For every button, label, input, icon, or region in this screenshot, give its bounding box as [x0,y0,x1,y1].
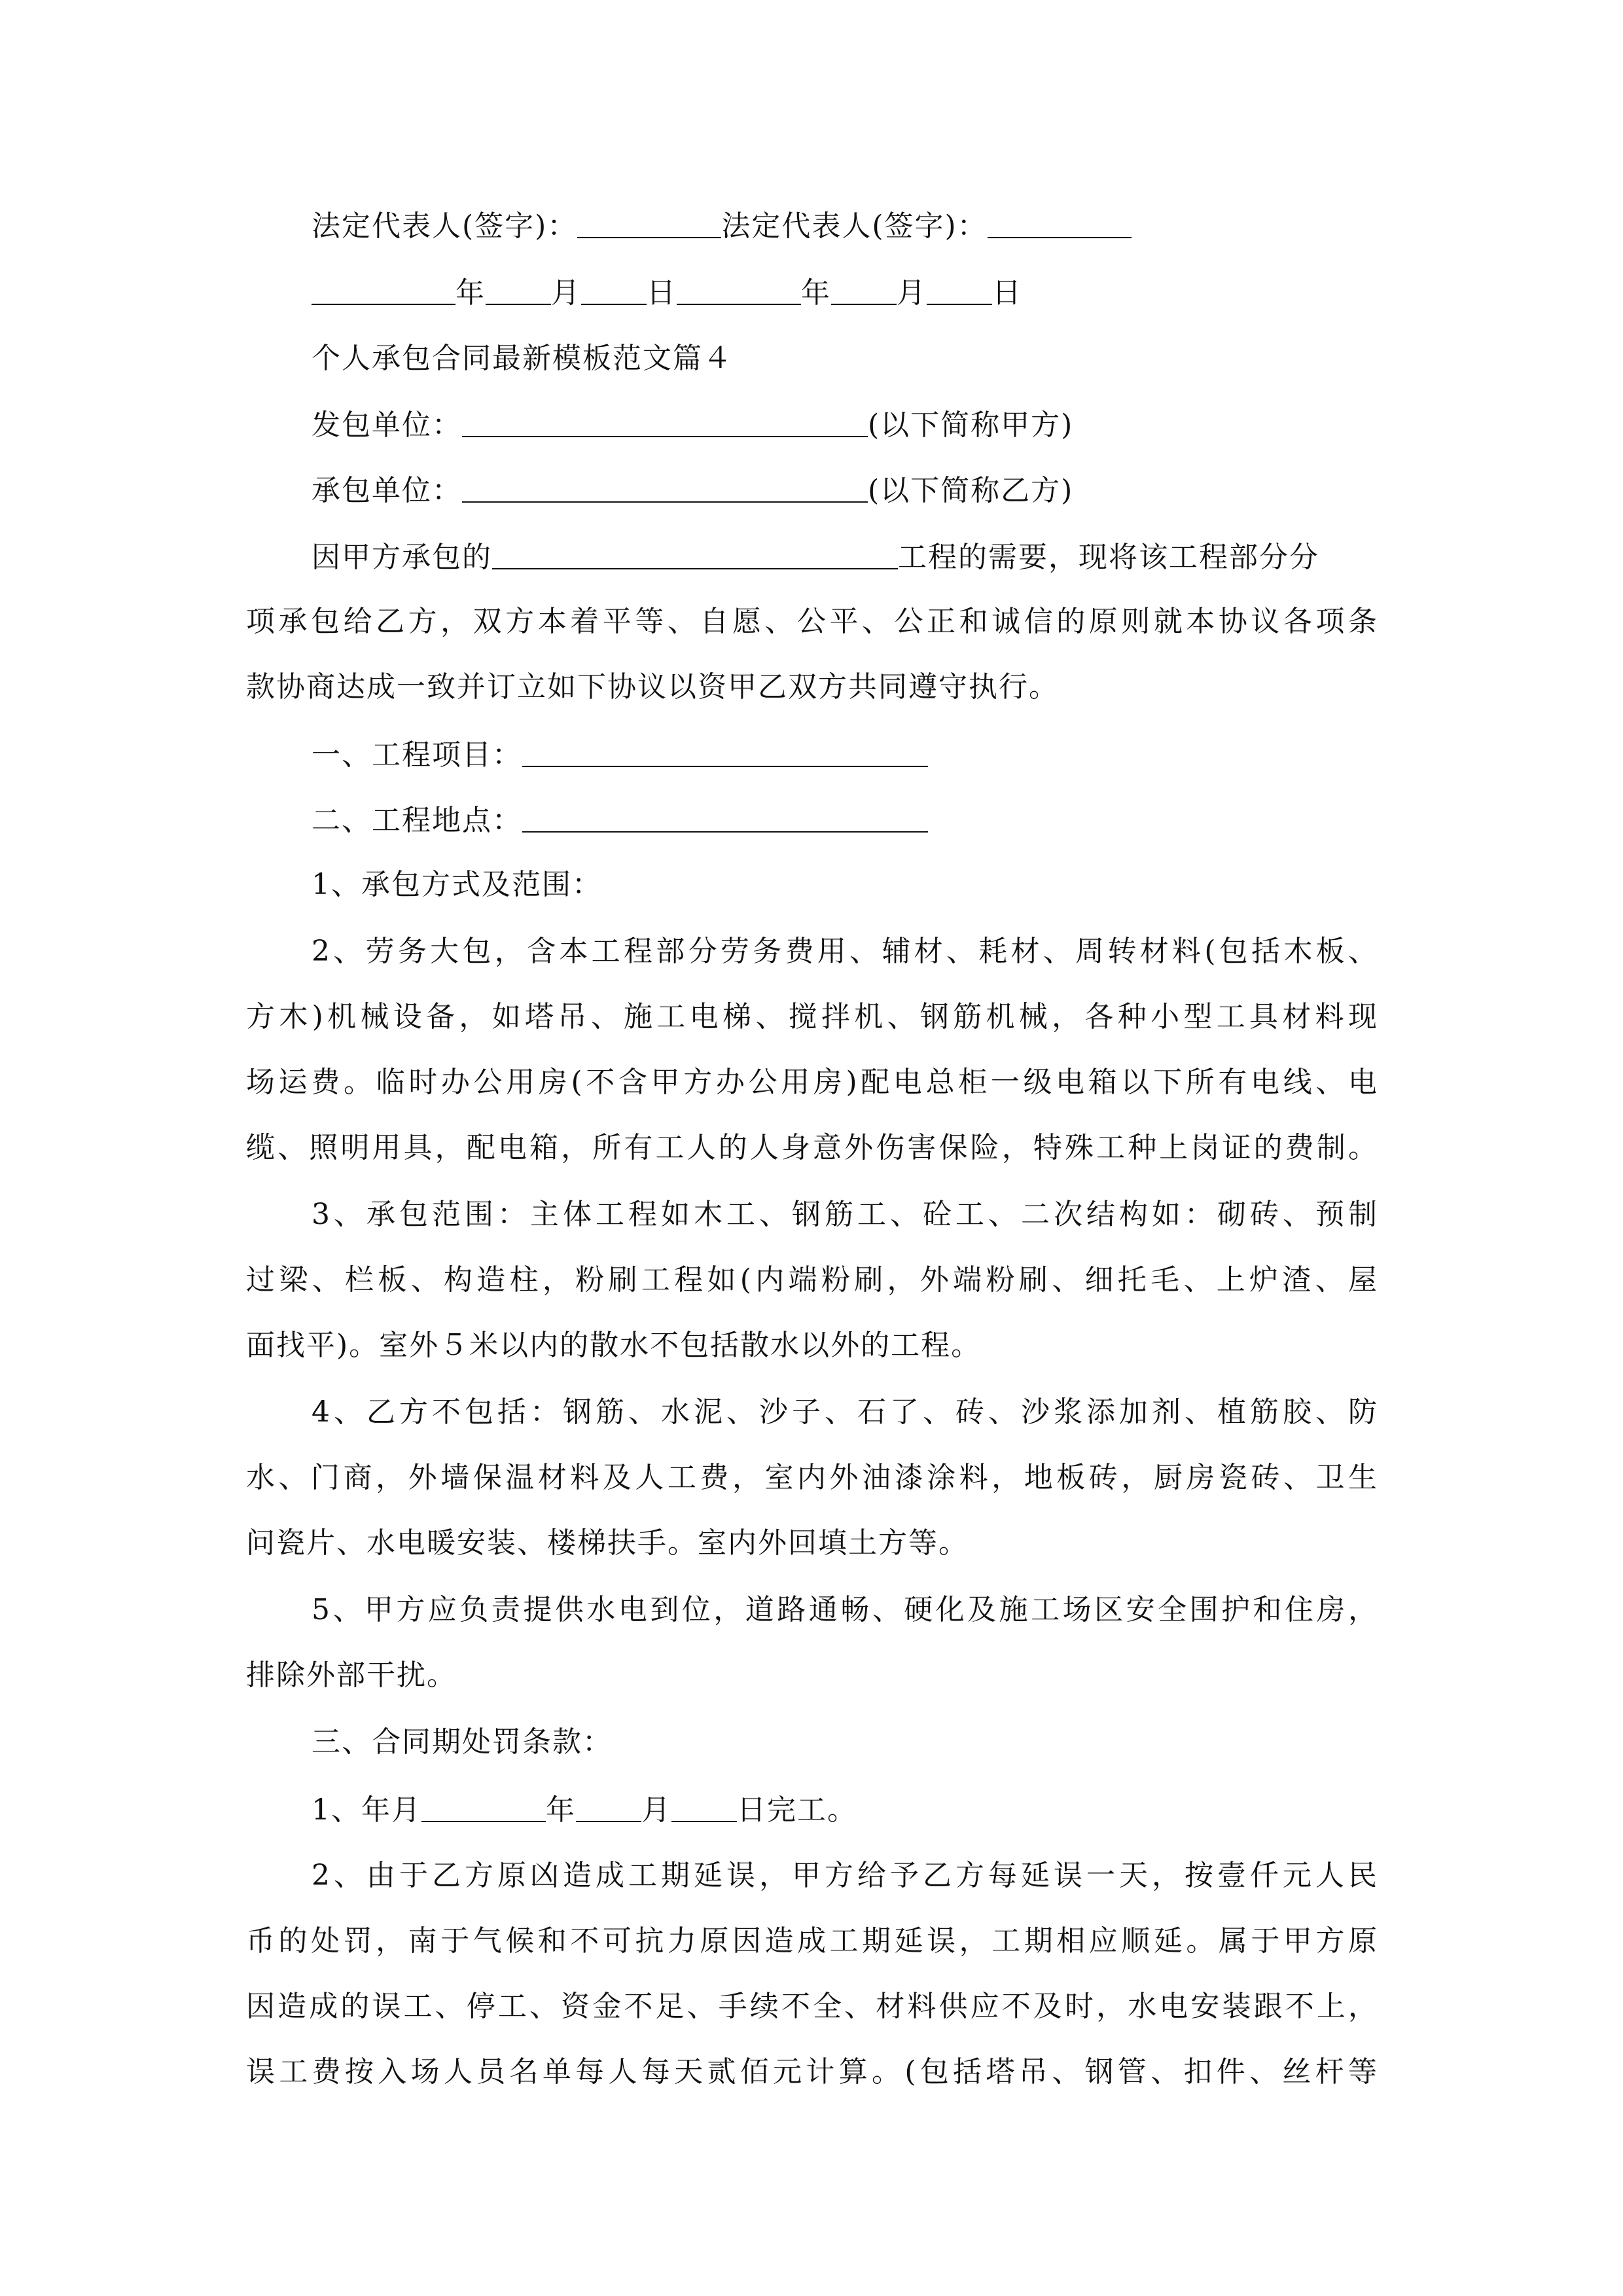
project-location-line [312,805,928,835]
clause-3-line: 面找平)。室外５米以内的散水不包括散水以外的工程。 [246,1329,982,1362]
completion-text: 日完工。 [737,1793,857,1827]
completion-text: 1、年月 [312,1793,421,1827]
project-location-blank [522,805,928,833]
party-b-label: 承包单位： [312,474,462,507]
date-blank [312,278,455,305]
penalty-clause-line: 币的处罚，南于气候和不可抗力原因造成工期延误，工期相应顺延。属于甲方原 [246,1924,1378,1958]
date-blank [831,278,897,305]
clause-1-heading: 1、承包方式及范围： [312,868,602,901]
penalty-clause-line: 误工费按入场人员名单每人每天贰佰元计算。(包括塔吊、钢管、扣件、丝杆等 [246,2055,1378,2089]
party-a-blank [462,410,868,437]
signature-blank-a [577,211,721,238]
clause-4-line: 问瓷片、水电暖安装、楼梯扶手。室内外回填土方等。 [246,1526,969,1560]
clause-5-line: 5、甲方应负责提供水电到位，道路通畅、硬化及施工场区安全围护和住房， [312,1593,1378,1626]
date-day-label: 日 [647,276,677,310]
signature-line [312,211,1132,241]
date-month-label: 月 [641,1793,671,1827]
intro-text: 因甲方承包的 [312,541,492,574]
date-blank [927,278,992,305]
date-year-label: 年 [801,276,831,310]
clause-4-line: 4、乙方不包括：钢筋、水泥、沙子、石了、砖、沙浆添加剂、植筋胶、防 [312,1395,1378,1429]
date-year-label: 年 [546,1793,576,1827]
penalty-section-heading: 三、合同期处罚条款： [312,1725,613,1759]
completion-date-line [312,1795,857,1825]
clause-4-line: 水、门商，外墙保温材料及人工费，室内外油漆涂料，地板砖，厨房瓷砖、卫生 [246,1461,1378,1494]
project-item-label: 一、工程项目： [312,738,522,772]
party-a-label: 发包单位： [312,408,462,442]
clause-2-line: 方木)机械设备，如塔吊、施工电梯、搅拌机、钢筋机械，各种小型工具材料现 [246,1000,1378,1033]
clause-2-line: 缆、照明用具，配电箱，所有工人的人身意外伤害保险，特殊工种上岗证的费制。 [246,1131,1378,1164]
clause-2-line: 场运费。临时办公用房(不含甲方办公用房)配电总柜一级电箱以下所有电线、电 [246,1066,1378,1099]
clause-3-line: 过梁、栏板、构造柱，粉刷工程如(内端粉刷，外端粉刷、细托毛、上炉渣、屋 [246,1263,1378,1297]
date-month-label: 月 [551,276,581,310]
project-item-line [312,740,928,770]
intro-line-3: 款协商达成一致并订立如下协议以资甲乙双方共同遵守执行。 [246,670,1059,704]
clause-3-line: 3、承包范围：主体工程如木工、钢筋工、砼工、二次结构如：砌砖、预制 [312,1198,1378,1231]
date-blank [486,278,551,305]
party-a-suffix: (以下简称甲方) [868,408,1074,442]
clause-5-line: 排除外部干扰。 [246,1659,457,1692]
penalty-clause-line: 因造成的误工、停工、资金不足、手续不全、材料供应不及时，水电安装跟不上， [246,1990,1378,2023]
signature-blank-b [988,211,1132,238]
project-item-blank [522,740,928,767]
date-blank [421,1795,546,1822]
intro-line-1 [312,542,1319,572]
signature-label-a: 法定代表人(签字)： [312,209,578,243]
date-blank [677,278,801,305]
party-b-line [312,475,1073,505]
intro-line-2: 项承包给乙方，双方本着平等、自愿、公平、公正和诚信的原则就本协议各项条 [246,605,1378,638]
intro-text: 工程的需要，现将该工程部分分 [898,541,1319,574]
project-name-blank [492,542,898,569]
date-line [312,278,1022,308]
date-day-label: 日 [992,276,1022,310]
signature-label-b: 法定代表人(签字)： [721,209,988,243]
party-b-suffix: (以下简称乙方) [868,474,1074,507]
party-a-line [312,410,1073,440]
date-blank [581,278,647,305]
section-title: 个人承包合同最新模板范文篇４ [312,342,733,375]
date-blank [576,1795,641,1822]
project-location-label: 二、工程地点： [312,804,522,837]
clause-2-line: 2、劳务大包，含本工程部分劳务费用、辅材、耗材、周转材料(包括木板、 [312,935,1378,968]
penalty-clause-line: 2、由于乙方原凶造成工期延误，甲方给予乙方每延误一天，按壹仟元人民 [312,1859,1378,1892]
party-b-blank [462,475,868,503]
date-year-label: 年 [455,276,486,310]
date-blank [671,1795,737,1822]
date-month-label: 月 [897,276,927,310]
